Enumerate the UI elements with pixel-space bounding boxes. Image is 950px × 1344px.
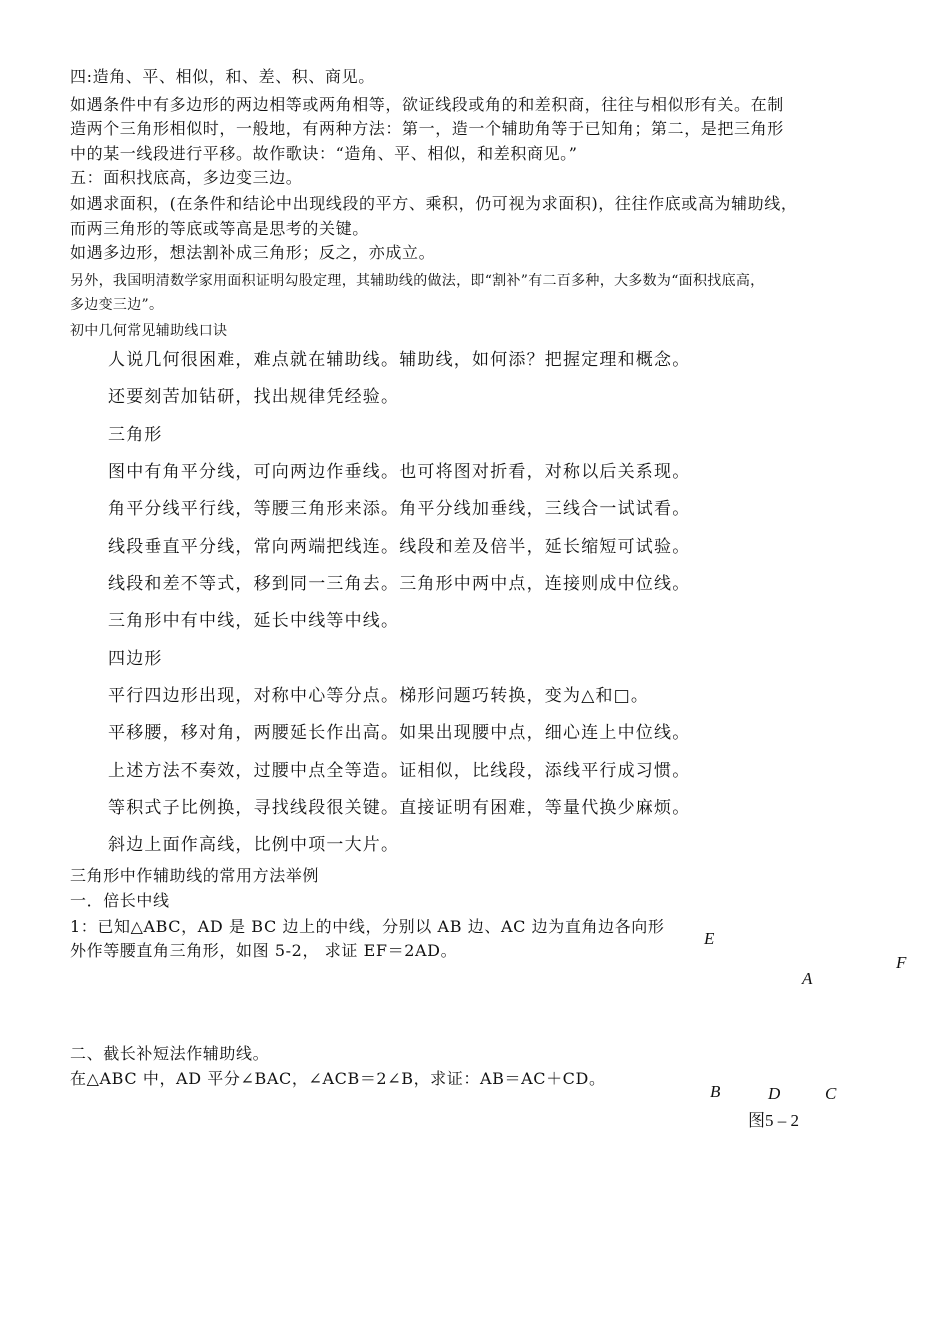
problem-2-line-1: 在△ABC 中，AD 平分∠BAC，∠ACB＝2∠B，求证：AB＝AC＋CD。 bbox=[70, 1069, 606, 1088]
problem-1-line-1: 1：已知△ABC，AD 是 BC 边上的中线，分别以 AB 边、AC 边为直角边各向形 bbox=[70, 917, 665, 936]
section5-paragraph-line-1: 如遇求面积，(在条件和结论中出现线段的平方、乘积，仍可视为求面积)，往往作底或高为辅助线， bbox=[70, 194, 798, 213]
verse-subheading-quadrilateral: 四边形 bbox=[108, 649, 163, 669]
verse-line: 上述方法不奏效，过腰中点全等造。证相似，比线段，添线平行成习惯。 bbox=[108, 761, 691, 781]
section5-note-line-2: 多边变三边”。 bbox=[70, 297, 164, 313]
verse-line: 还要刻苦加钻研，找出规律凭经验。 bbox=[108, 387, 400, 407]
problem-1-line-2: 外作等腰直角三角形，如图 5-2， 求证 EF＝2AD。 bbox=[70, 941, 458, 960]
section5-note-line-1: 另外，我国明清数学家用面积证明勾股定理，其辅助线的做法，即“割补”有二百多种，大多数为“面积找底高， bbox=[70, 273, 765, 289]
point-label-b: B bbox=[710, 1082, 721, 1101]
verse-subheading-triangle: 三角形 bbox=[108, 425, 163, 445]
section4-paragraph-line-1: 如遇条件中有多边形的两边相等或两角相等，欲证线段或角的和差积商，往往与相似形有关。在制 bbox=[70, 95, 784, 114]
verse-line: 平移腰，移对角，两腰延长作出高。如果出现腰中点，细心连上中位线。 bbox=[108, 723, 691, 743]
section5-paragraph-line-2: 而两三角形的等底或等高是思考的关键。 bbox=[70, 219, 369, 238]
method-2-title: 二、截长补短法作辅助线。 bbox=[70, 1044, 270, 1063]
section4-paragraph-line-3: 中的某一线段进行平移。故作歌诀：“造角、平、相似，和差积商见。” bbox=[70, 144, 578, 163]
verse-line: 三角形中有中线，延长中线等中线。 bbox=[108, 611, 400, 631]
section4-title: 四:造角、平、相似，和、差、积、商见。 bbox=[70, 67, 375, 86]
verse-line: 图中有角平分线，可向两边作垂线。也可将图对折看，对称以后关系现。 bbox=[108, 462, 691, 482]
verse-line: 斜边上面作高线，比例中项一大片。 bbox=[108, 835, 400, 855]
point-label-d: D bbox=[768, 1084, 781, 1103]
verse-line: 线段和差不等式，移到同一三角去。三角形中两中点，连接则成中位线。 bbox=[108, 574, 691, 594]
section5-title: 五：面积找底高，多边变三边。 bbox=[70, 168, 303, 187]
verse-line: 平行四边形出现，对称中心等分点。梯形问题巧转换，变为△和□。 bbox=[108, 686, 650, 706]
point-label-a: A bbox=[802, 969, 813, 988]
section5-paragraph-line-3: 如遇多边形，想法割补成三角形；反之，亦成立。 bbox=[70, 243, 436, 262]
verse-line: 线段垂直平分线，常向两端把线连。线段和差及倍半，延长缩短可试验。 bbox=[108, 537, 691, 557]
method-1-title: 一．倍长中线 bbox=[70, 891, 170, 910]
examples-heading: 三角形中作辅助线的常用方法举例 bbox=[70, 866, 320, 885]
verse-line: 人说几何很困难，难点就在辅助线。辅助线，如何添？把握定理和概念。 bbox=[108, 350, 691, 370]
section4-paragraph-line-2: 造两个三角形相似时，一般地，有两种方法：第一，造一个辅助角等于已知角；第二，是把三角形 bbox=[70, 119, 784, 138]
verse-heading: 初中几何常见辅助线口诀 bbox=[70, 323, 228, 339]
point-label-c: C bbox=[825, 1084, 837, 1103]
point-label-f: F bbox=[896, 953, 907, 972]
point-label-e: E bbox=[704, 929, 715, 948]
verse-line: 等积式子比例换，寻找线段很关键。直接证明有困难，等量代换少麻烦。 bbox=[108, 798, 691, 818]
verse-line: 角平分线平行线，等腰三角形来添。角平分线加垂线，三线合一试试看。 bbox=[108, 499, 691, 519]
figure-caption: 图5 – 2 bbox=[748, 1111, 799, 1130]
